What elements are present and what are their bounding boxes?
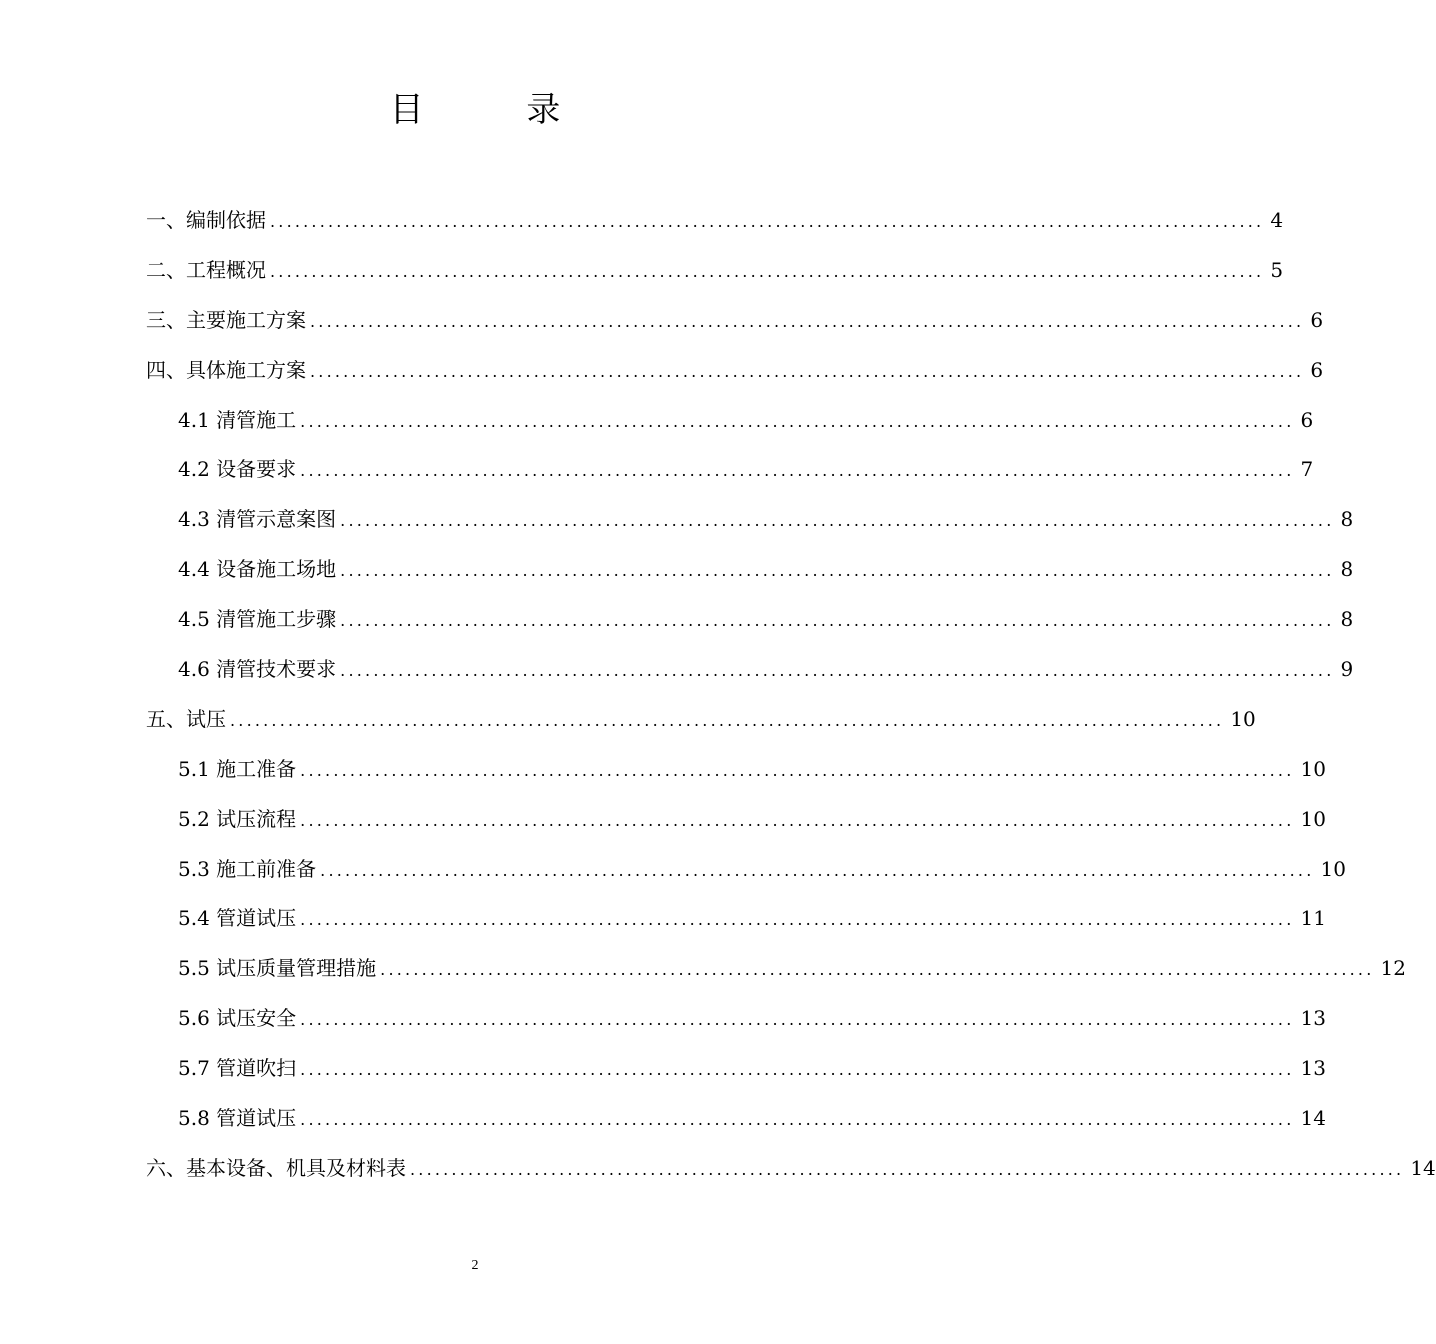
toc-dot-leader: ........................................................................................................................ <box>300 1060 1295 1080</box>
toc-dot-leader: ........................................................................................................................ <box>340 611 1335 631</box>
toc-entry-page: 5 <box>1270 257 1284 282</box>
toc-entry-label: 5.2 试压流程 <box>178 806 297 831</box>
toc-entry-page: 8 <box>1340 507 1354 532</box>
toc-entry[interactable] <box>146 944 1406 994</box>
toc-dot-leader: ........................................................................................................................ <box>270 212 1265 231</box>
toc-entry-label: 5.4 管道试压 <box>178 906 297 931</box>
toc-entry-label: 一、编制依据 <box>146 208 266 232</box>
toc-entry-label: 5.3 施工前准备 <box>178 856 317 881</box>
toc-entry-page: 14 <box>1300 1106 1326 1131</box>
toc-entry-page: 8 <box>1340 557 1354 582</box>
toc-entry-label: 5.6 试压安全 <box>178 1006 297 1031</box>
toc-entry[interactable] <box>146 495 1354 545</box>
toc-entry-page: 7 <box>1300 457 1314 482</box>
table-of-contents <box>146 196 1436 1194</box>
toc-dot-leader: ........................................................................................................................ <box>300 1010 1295 1030</box>
toc-entry[interactable] <box>146 845 1346 895</box>
toc-dot-leader: ........................................................................................................................ <box>300 411 1295 431</box>
toc-dot-leader: ........................................................................................................................ <box>380 960 1375 980</box>
toc-entry[interactable] <box>146 795 1326 845</box>
page-number: 2 <box>471 1258 479 1273</box>
toc-dot-leader: ........................................................................................................................ <box>340 561 1335 581</box>
toc-entry[interactable] <box>146 1044 1326 1094</box>
toc-entry-label: 5.5 试压质量管理措施 <box>178 956 377 981</box>
toc-entry-label: 5.8 管道试压 <box>178 1106 297 1131</box>
toc-entry-page: 12 <box>1380 956 1406 981</box>
toc-entry-label: 五、试压 <box>146 706 226 731</box>
toc-entry-page: 10 <box>1230 706 1256 731</box>
toc-entry[interactable] <box>146 445 1314 495</box>
toc-entry-page: 10 <box>1300 806 1326 831</box>
toc-entry-label: 六、基本设备、机具及材料表 <box>146 1155 406 1180</box>
toc-entry-page: 9 <box>1340 657 1354 682</box>
toc-entry-page: 14 <box>1410 1155 1436 1180</box>
toc-entry[interactable] <box>146 645 1354 695</box>
page-title: 目 录 <box>389 90 607 130</box>
toc-entry[interactable] <box>146 196 1284 246</box>
toc-entry[interactable] <box>146 994 1326 1044</box>
toc-entry-label: 4.4 设备施工场地 <box>178 557 337 582</box>
toc-entry[interactable] <box>146 894 1326 944</box>
toc-entry[interactable] <box>146 695 1256 745</box>
toc-entry[interactable] <box>146 1094 1326 1144</box>
toc-dot-leader: ........................................................................................................................ <box>300 461 1295 481</box>
toc-entry-page: 13 <box>1300 1006 1326 1031</box>
toc-entry[interactable] <box>146 396 1314 446</box>
toc-dot-leader: ........................................................................................................................ <box>310 361 1305 381</box>
toc-entry[interactable] <box>146 1144 1436 1194</box>
toc-entry[interactable] <box>146 346 1324 396</box>
toc-entry-label: 三、主要施工方案 <box>146 307 306 332</box>
toc-dot-leader: ........................................................................................................................ <box>340 511 1335 531</box>
toc-entry-page: 8 <box>1340 607 1354 632</box>
toc-entry-label: 二、工程概况 <box>146 257 266 282</box>
toc-dot-leader: ........................................................................................................................ <box>300 910 1295 930</box>
toc-dot-leader: ........................................................................................................................ <box>300 810 1295 830</box>
toc-entry-page: 6 <box>1310 307 1324 332</box>
toc-entry[interactable] <box>146 745 1326 795</box>
toc-dot-leader: ........................................................................................................................ <box>300 1110 1295 1130</box>
toc-dot-leader: ........................................................................................................................ <box>270 261 1265 281</box>
toc-entry-page: 6 <box>1310 357 1324 382</box>
toc-entry-label: 4.2 设备要求 <box>178 457 297 482</box>
toc-entry-page: 10 <box>1300 756 1326 781</box>
toc-entry-label: 四、具体施工方案 <box>146 357 306 382</box>
toc-entry-label: 4.1 清管施工 <box>178 407 297 432</box>
toc-entry[interactable] <box>146 595 1354 645</box>
toc-entry-label: 4.6 清管技术要求 <box>178 657 337 682</box>
toc-entry-label: 4.5 清管施工步骤 <box>178 607 337 632</box>
toc-entry-label: 5.1 施工准备 <box>178 756 297 781</box>
toc-entry-label: 4.3 清管示意案图 <box>178 507 337 532</box>
toc-dot-leader: ........................................................................................................................ <box>410 1159 1405 1179</box>
toc-entry-label: 5.7 管道吹扫 <box>178 1056 297 1081</box>
toc-entry[interactable] <box>146 545 1354 595</box>
toc-entry-page: 4 <box>1270 208 1284 232</box>
toc-entry[interactable] <box>146 296 1324 346</box>
toc-entry[interactable] <box>146 246 1284 296</box>
toc-entry-page: 6 <box>1300 407 1314 432</box>
toc-dot-leader: ........................................................................................................................ <box>310 311 1305 331</box>
toc-entry-page: 11 <box>1300 906 1326 931</box>
toc-dot-leader: ........................................................................................................................ <box>320 860 1315 880</box>
toc-dot-leader: ........................................................................................................................ <box>340 661 1335 681</box>
toc-entry-page: 13 <box>1300 1056 1326 1081</box>
toc-dot-leader: ........................................................................................................................ <box>300 760 1295 780</box>
toc-dot-leader: ........................................................................................................................ <box>230 710 1225 730</box>
toc-entry-page: 10 <box>1320 856 1346 881</box>
